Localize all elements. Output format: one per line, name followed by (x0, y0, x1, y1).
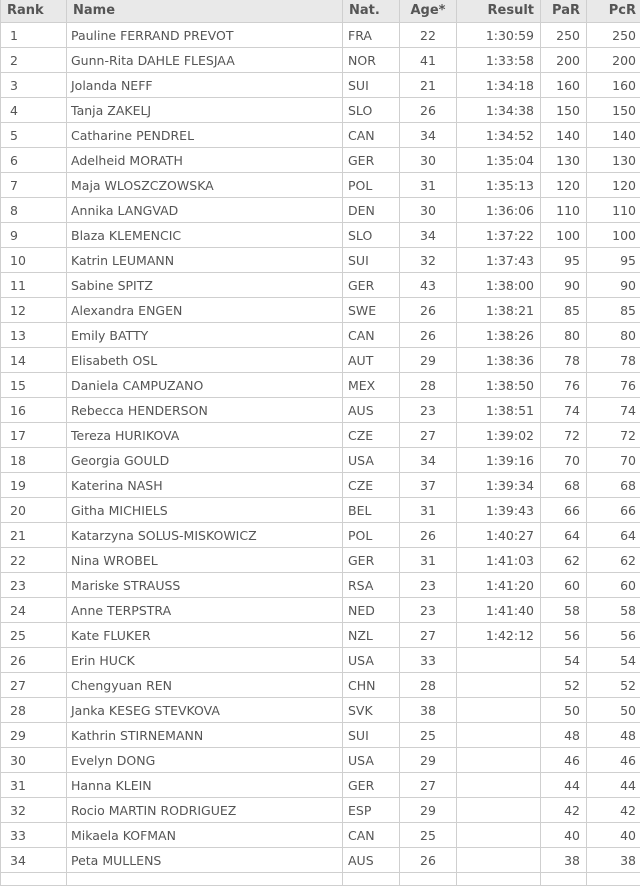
cell-age: 26 (400, 523, 457, 548)
cell-nat: AUS (343, 848, 400, 873)
cell-rank: 12 (1, 298, 67, 323)
cell-nat: SLO (343, 98, 400, 123)
cell-age: 29 (400, 798, 457, 823)
cell-age: 21 (400, 73, 457, 98)
cell-result (457, 673, 541, 698)
cell-nat: FRA (343, 23, 400, 48)
cell-pcr: 130 (587, 148, 640, 173)
cell-nat: BEL (343, 498, 400, 523)
cell-pcr: 120 (587, 173, 640, 198)
cell-rank: 24 (1, 598, 67, 623)
cell-par: 48 (541, 723, 587, 748)
cell-nat (343, 873, 400, 886)
cell-par: 58 (541, 598, 587, 623)
cell-age: 22 (400, 23, 457, 48)
cell-result: 1:42:12 (457, 623, 541, 648)
table-row (1, 548, 640, 573)
table-row (1, 748, 640, 773)
cell-par: 64 (541, 523, 587, 548)
cell-nat: AUS (343, 398, 400, 423)
header-par[interactable]: PaR (541, 0, 587, 23)
cell-pcr: 44 (587, 773, 640, 798)
cell-result: 1:38:26 (457, 323, 541, 348)
cell-rank: 17 (1, 423, 67, 448)
table-row (1, 773, 640, 798)
cell-pcr: 60 (587, 573, 640, 598)
header-rank[interactable]: Rank (1, 0, 67, 23)
cell-name: Chengyuan REN (67, 673, 343, 698)
cell-pcr: 66 (587, 498, 640, 523)
cell-name: Kathrin STIRNEMANN (67, 723, 343, 748)
cell-age: 31 (400, 548, 457, 573)
cell-age: 37 (400, 473, 457, 498)
cell-par: 90 (541, 273, 587, 298)
cell-rank: 14 (1, 348, 67, 373)
table-row (1, 523, 640, 548)
cell-name: Evelyn DONG (67, 748, 343, 773)
cell-age: 23 (400, 398, 457, 423)
cell-pcr: 40 (587, 823, 640, 848)
cell-par: 150 (541, 98, 587, 123)
cell-rank: 22 (1, 548, 67, 573)
cell-age: 43 (400, 273, 457, 298)
cell-rank: 3 (1, 73, 67, 98)
cell-nat: AUT (343, 348, 400, 373)
cell-nat: GER (343, 773, 400, 798)
cell-rank: 18 (1, 448, 67, 473)
cell-rank: 10 (1, 248, 67, 273)
cell-pcr: 85 (587, 298, 640, 323)
cell-nat: RSA (343, 573, 400, 598)
cell-result: 1:33:58 (457, 48, 541, 73)
cell-result (457, 723, 541, 748)
cell-par: 62 (541, 548, 587, 573)
cell-name: Katerina NASH (67, 473, 343, 498)
table-row (1, 323, 640, 348)
cell-name: Maja WLOSZCZOWSKA (67, 173, 343, 198)
cell-par: 38 (541, 848, 587, 873)
cell-pcr: 72 (587, 423, 640, 448)
cell-pcr: 62 (587, 548, 640, 573)
cell-rank: 6 (1, 148, 67, 173)
cell-result: 1:41:20 (457, 573, 541, 598)
table-row (1, 423, 640, 448)
cell-name (67, 873, 343, 886)
cell-result (457, 648, 541, 673)
cell-rank: 27 (1, 673, 67, 698)
cell-nat: GER (343, 273, 400, 298)
cell-pcr: 64 (587, 523, 640, 548)
cell-result: 1:41:40 (457, 598, 541, 623)
cell-result: 1:41:03 (457, 548, 541, 573)
table-row (1, 23, 640, 48)
cell-rank: 26 (1, 648, 67, 673)
cell-name: Adelheid MORATH (67, 148, 343, 173)
cell-nat: CAN (343, 323, 400, 348)
cell-par: 72 (541, 423, 587, 448)
cell-par: 120 (541, 173, 587, 198)
cell-par: 66 (541, 498, 587, 523)
table-row (1, 723, 640, 748)
cell-name: Pauline FERRAND PREVOT (67, 23, 343, 48)
table-row (1, 598, 640, 623)
cell-result: 1:39:16 (457, 448, 541, 473)
table-row (1, 623, 640, 648)
cell-par: 200 (541, 48, 587, 73)
table-row (1, 798, 640, 823)
cell-pcr: 90 (587, 273, 640, 298)
cell-name: Blaza KLEMENCIC (67, 223, 343, 248)
cell-result (457, 748, 541, 773)
cell-name: Rebecca HENDERSON (67, 398, 343, 423)
table-row (1, 398, 640, 423)
cell-nat: SUI (343, 248, 400, 273)
cell-rank: 5 (1, 123, 67, 148)
cell-age: 26 (400, 98, 457, 123)
cell-result (457, 873, 541, 886)
cell-name: Georgia GOULD (67, 448, 343, 473)
cell-par: 46 (541, 748, 587, 773)
table-row (1, 148, 640, 173)
cell-name: Mariske STRAUSS (67, 573, 343, 598)
cell-rank: 4 (1, 98, 67, 123)
cell-name: Hanna KLEIN (67, 773, 343, 798)
table-row (1, 48, 640, 73)
cell-name: Gunn-Rita DAHLE FLESJAA (67, 48, 343, 73)
cell-rank: 13 (1, 323, 67, 348)
cell-pcr: 200 (587, 48, 640, 73)
cell-pcr (587, 873, 640, 886)
cell-name: Kate FLUKER (67, 623, 343, 648)
cell-age: 29 (400, 748, 457, 773)
cell-age: 27 (400, 423, 457, 448)
cell-result (457, 798, 541, 823)
table-row (1, 348, 640, 373)
header-pcr[interactable]: PcR (587, 0, 640, 23)
cell-pcr: 160 (587, 73, 640, 98)
cell-age: 28 (400, 373, 457, 398)
cell-pcr: 58 (587, 598, 640, 623)
cell-pcr: 76 (587, 373, 640, 398)
table-row (1, 173, 640, 198)
cell-result: 1:35:13 (457, 173, 541, 198)
cell-pcr: 54 (587, 648, 640, 673)
cell-name: Emily BATTY (67, 323, 343, 348)
cell-nat: USA (343, 648, 400, 673)
cell-pcr: 95 (587, 248, 640, 273)
cell-par: 80 (541, 323, 587, 348)
cell-result (457, 773, 541, 798)
cell-rank: 16 (1, 398, 67, 423)
cell-age: 26 (400, 848, 457, 873)
cell-pcr: 100 (587, 223, 640, 248)
cell-par: 110 (541, 198, 587, 223)
cell-rank: 15 (1, 373, 67, 398)
header-row (1, 0, 640, 23)
header-nat[interactable]: Nat. (343, 0, 400, 23)
cell-name: Mikaela KOFMAN (67, 823, 343, 848)
cell-par: 54 (541, 648, 587, 673)
cell-par: 78 (541, 348, 587, 373)
cell-nat: SUI (343, 73, 400, 98)
header-age[interactable]: Age* (400, 0, 457, 23)
cell-rank: 33 (1, 823, 67, 848)
cell-name: Janka KESEG STEVKOVA (67, 698, 343, 723)
header-result[interactable]: Result (457, 0, 541, 23)
table-row (1, 73, 640, 98)
cell-par: 70 (541, 448, 587, 473)
table-row (1, 848, 640, 873)
cell-rank: 19 (1, 473, 67, 498)
cell-pcr: 56 (587, 623, 640, 648)
cell-rank: 29 (1, 723, 67, 748)
cell-rank: 31 (1, 773, 67, 798)
cell-nat: CAN (343, 823, 400, 848)
cell-par: 44 (541, 773, 587, 798)
cell-age: 33 (400, 648, 457, 673)
cell-nat: CZE (343, 473, 400, 498)
cell-pcr: 78 (587, 348, 640, 373)
cell-pcr: 48 (587, 723, 640, 748)
table-row (1, 673, 640, 698)
cell-rank: 32 (1, 798, 67, 823)
cell-nat: CZE (343, 423, 400, 448)
cell-result: 1:38:50 (457, 373, 541, 398)
cell-name: Alexandra ENGEN (67, 298, 343, 323)
cell-name: Githa MICHIELS (67, 498, 343, 523)
cell-nat: SVK (343, 698, 400, 723)
cell-par: 130 (541, 148, 587, 173)
cell-age: 34 (400, 223, 457, 248)
cell-rank: 21 (1, 523, 67, 548)
cell-result: 1:35:04 (457, 148, 541, 173)
cell-result (457, 848, 541, 873)
cell-par: 50 (541, 698, 587, 723)
cell-par: 74 (541, 398, 587, 423)
cell-rank: 28 (1, 698, 67, 723)
cell-rank: 9 (1, 223, 67, 248)
cell-nat: MEX (343, 373, 400, 398)
cell-rank: 30 (1, 748, 67, 773)
cell-age: 41 (400, 48, 457, 73)
cell-age: 28 (400, 673, 457, 698)
cell-nat: USA (343, 448, 400, 473)
cell-nat: CHN (343, 673, 400, 698)
table-row (1, 123, 640, 148)
table-row (1, 373, 640, 398)
cell-par: 40 (541, 823, 587, 848)
cell-nat: GER (343, 548, 400, 573)
cell-par: 85 (541, 298, 587, 323)
cell-name: Rocio MARTIN RODRIGUEZ (67, 798, 343, 823)
table-row-partial (1, 873, 640, 886)
cell-name: Tanja ZAKELJ (67, 98, 343, 123)
cell-name: Anne TERPSTRA (67, 598, 343, 623)
cell-nat: POL (343, 173, 400, 198)
cell-rank: 25 (1, 623, 67, 648)
table-row (1, 498, 640, 523)
cell-pcr: 140 (587, 123, 640, 148)
cell-nat: POL (343, 523, 400, 548)
cell-pcr: 150 (587, 98, 640, 123)
table-row (1, 273, 640, 298)
table-row (1, 223, 640, 248)
cell-par: 42 (541, 798, 587, 823)
cell-rank (1, 873, 67, 886)
cell-pcr: 38 (587, 848, 640, 873)
cell-par: 95 (541, 248, 587, 273)
cell-par (541, 873, 587, 886)
cell-pcr: 80 (587, 323, 640, 348)
cell-par: 56 (541, 623, 587, 648)
table-row (1, 198, 640, 223)
table-row (1, 648, 640, 673)
cell-result: 1:39:02 (457, 423, 541, 448)
cell-par: 76 (541, 373, 587, 398)
cell-result: 1:37:43 (457, 248, 541, 273)
cell-pcr: 52 (587, 673, 640, 698)
cell-pcr: 42 (587, 798, 640, 823)
cell-age: 26 (400, 298, 457, 323)
cell-age: 23 (400, 598, 457, 623)
cell-nat: CAN (343, 123, 400, 148)
table-row (1, 98, 640, 123)
cell-nat: NOR (343, 48, 400, 73)
cell-rank: 2 (1, 48, 67, 73)
cell-result: 1:39:43 (457, 498, 541, 523)
cell-result: 1:34:52 (457, 123, 541, 148)
cell-par: 52 (541, 673, 587, 698)
cell-age: 30 (400, 198, 457, 223)
cell-result: 1:37:22 (457, 223, 541, 248)
cell-rank: 34 (1, 848, 67, 873)
cell-name: Catharine PENDREL (67, 123, 343, 148)
cell-rank: 20 (1, 498, 67, 523)
cell-result: 1:34:18 (457, 73, 541, 98)
table-row (1, 298, 640, 323)
cell-age: 31 (400, 498, 457, 523)
cell-pcr: 74 (587, 398, 640, 423)
cell-rank: 7 (1, 173, 67, 198)
cell-pcr: 250 (587, 23, 640, 48)
cell-name: Annika LANGVAD (67, 198, 343, 223)
cell-age: 30 (400, 148, 457, 173)
cell-nat: USA (343, 748, 400, 773)
cell-result (457, 698, 541, 723)
cell-age: 34 (400, 448, 457, 473)
cell-par: 250 (541, 23, 587, 48)
cell-age: 25 (400, 823, 457, 848)
cell-pcr: 46 (587, 748, 640, 773)
cell-age: 34 (400, 123, 457, 148)
cell-age: 29 (400, 348, 457, 373)
cell-result: 1:38:00 (457, 273, 541, 298)
cell-name: Daniela CAMPUZANO (67, 373, 343, 398)
cell-result: 1:30:59 (457, 23, 541, 48)
cell-rank: 1 (1, 23, 67, 48)
cell-pcr: 110 (587, 198, 640, 223)
cell-age (400, 873, 457, 886)
cell-pcr: 70 (587, 448, 640, 473)
cell-name: Katrin LEUMANN (67, 248, 343, 273)
cell-age: 23 (400, 573, 457, 598)
table-row (1, 823, 640, 848)
cell-nat: NED (343, 598, 400, 623)
cell-name: Sabine SPITZ (67, 273, 343, 298)
table-row (1, 573, 640, 598)
cell-nat: SUI (343, 723, 400, 748)
cell-pcr: 68 (587, 473, 640, 498)
cell-age: 32 (400, 248, 457, 273)
cell-age: 31 (400, 173, 457, 198)
cell-nat: SLO (343, 223, 400, 248)
cell-rank: 11 (1, 273, 67, 298)
cell-result: 1:39:34 (457, 473, 541, 498)
cell-par: 68 (541, 473, 587, 498)
table-row (1, 448, 640, 473)
cell-rank: 23 (1, 573, 67, 598)
cell-result: 1:34:38 (457, 98, 541, 123)
cell-age: 38 (400, 698, 457, 723)
cell-name: Tereza HURIKOVA (67, 423, 343, 448)
cell-nat: SWE (343, 298, 400, 323)
cell-age: 26 (400, 323, 457, 348)
header-name[interactable]: Name (67, 0, 343, 23)
cell-name: Peta MULLENS (67, 848, 343, 873)
cell-age: 27 (400, 623, 457, 648)
cell-par: 60 (541, 573, 587, 598)
cell-name: Nina WROBEL (67, 548, 343, 573)
cell-result: 1:36:06 (457, 198, 541, 223)
cell-rank: 8 (1, 198, 67, 223)
cell-result (457, 823, 541, 848)
cell-par: 160 (541, 73, 587, 98)
cell-result: 1:38:21 (457, 298, 541, 323)
cell-age: 25 (400, 723, 457, 748)
cell-name: Jolanda NEFF (67, 73, 343, 98)
cell-name: Elisabeth OSL (67, 348, 343, 373)
cell-nat: NZL (343, 623, 400, 648)
cell-par: 100 (541, 223, 587, 248)
cell-nat: GER (343, 148, 400, 173)
table-row (1, 473, 640, 498)
cell-age: 27 (400, 773, 457, 798)
cell-name: Erin HUCK (67, 648, 343, 673)
cell-name: Katarzyna SOLUS-MISKOWICZ (67, 523, 343, 548)
cell-par: 140 (541, 123, 587, 148)
cell-result: 1:40:27 (457, 523, 541, 548)
cell-result: 1:38:36 (457, 348, 541, 373)
table-row (1, 248, 640, 273)
cell-nat: ESP (343, 798, 400, 823)
table-row (1, 698, 640, 723)
cell-pcr: 50 (587, 698, 640, 723)
cell-result: 1:38:51 (457, 398, 541, 423)
cell-nat: DEN (343, 198, 400, 223)
